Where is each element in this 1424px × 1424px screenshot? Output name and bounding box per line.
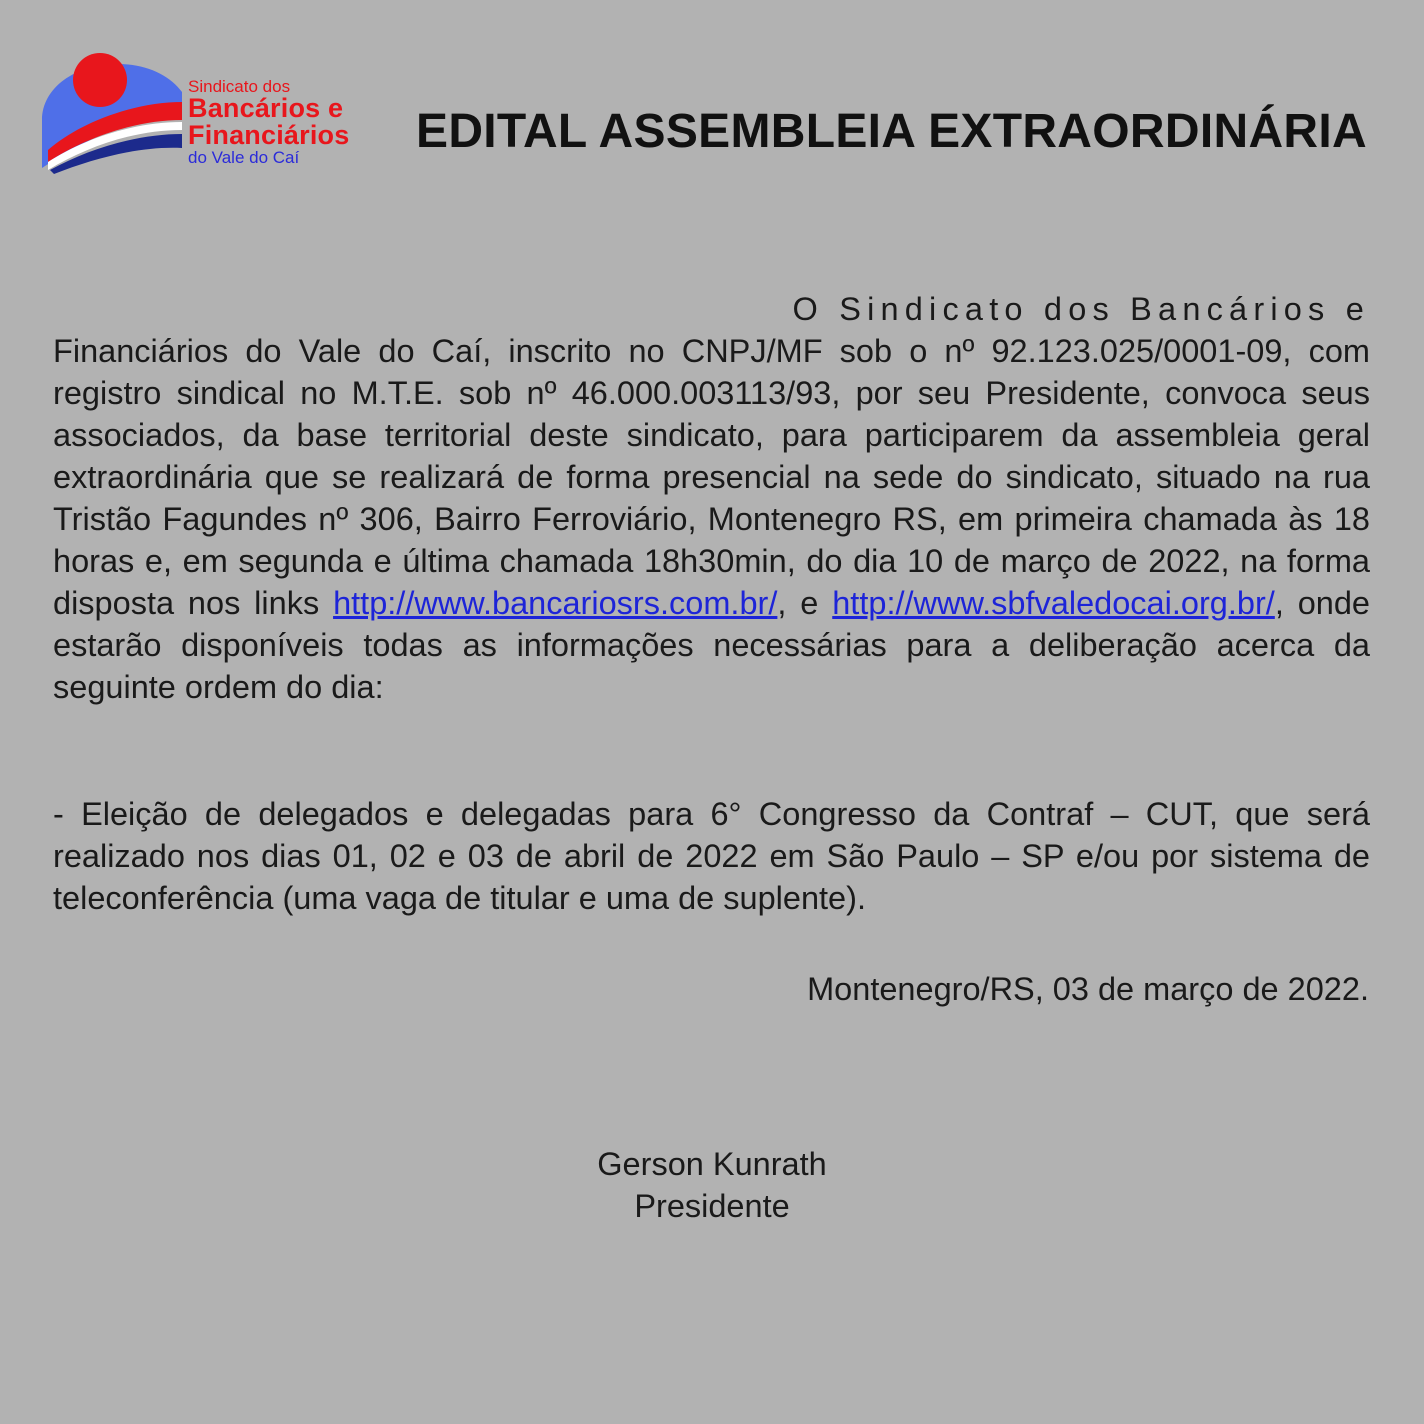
logo-line-bancarios: Bancários e	[188, 93, 344, 123]
notice-body	[53, 288, 1370, 708]
logo-line-financiarios: Financiários	[188, 120, 350, 150]
union-logo	[40, 50, 380, 175]
sbfvaledocai-link[interactable]: http://www.sbfvaledocai.org.br/	[832, 585, 1275, 621]
notice-paragraph-end: , onde estarão disponíveis todas as informações necessárias para a deliberação acerca da seguinte ordem do dia:	[53, 585, 1371, 705]
date-line: Montenegro/RS, 03 de março de 2022.	[807, 971, 1369, 1007]
signature-name: Gerson Kunrath	[597, 1146, 827, 1182]
logo-line-sindicato: Sindicato dos	[188, 77, 291, 96]
signature-block	[0, 1143, 1424, 1227]
notice-first-line: O Sindicato dos Bancários e	[792, 291, 1370, 327]
page-title: EDITAL ASSEMBLEIA EXTRAORDINÁRIA	[416, 105, 1367, 158]
bancariosrs-link[interactable]: http://www.bancariosrs.com.br/	[333, 585, 778, 621]
agenda-item: - Eleição de delegados e delegadas para 6° Congresso da Contraf – CUT, que será realizado nos dias 01, 02 e 03 de abril de 2022 em São Paulo – SP e/ou por sistema de teleconferência (uma vaga de titular e uma de suplente).	[53, 796, 1370, 916]
notice-paragraph: Financiários do Vale do Caí, inscrito no CNPJ/MF sob o nº 92.123.025/0001-09, com registro sindical no M.T.E. sob nº 46.000.003113/93, por seu Presidente, convoca seus associados, da base territorial deste sindicato, para participarem da assembleia geral extraordinária que se realizará de forma presencial na sede do sindicato, situado na rua Tristão Fagundes nº 306, Bairro Ferroviário, Montenegro RS, em primeira chamada às 18 horas e, em segunda e última chamada 18h30min, do dia 10 de março de 2022, na forma disposta nos links	[53, 333, 1370, 621]
logo-text	[188, 78, 349, 166]
links-separator: , e	[777, 585, 833, 621]
logo-emblem-icon	[40, 50, 190, 175]
logo-line-vale: do Vale do Caí	[188, 148, 300, 167]
signature-role: Presidente	[634, 1188, 790, 1224]
